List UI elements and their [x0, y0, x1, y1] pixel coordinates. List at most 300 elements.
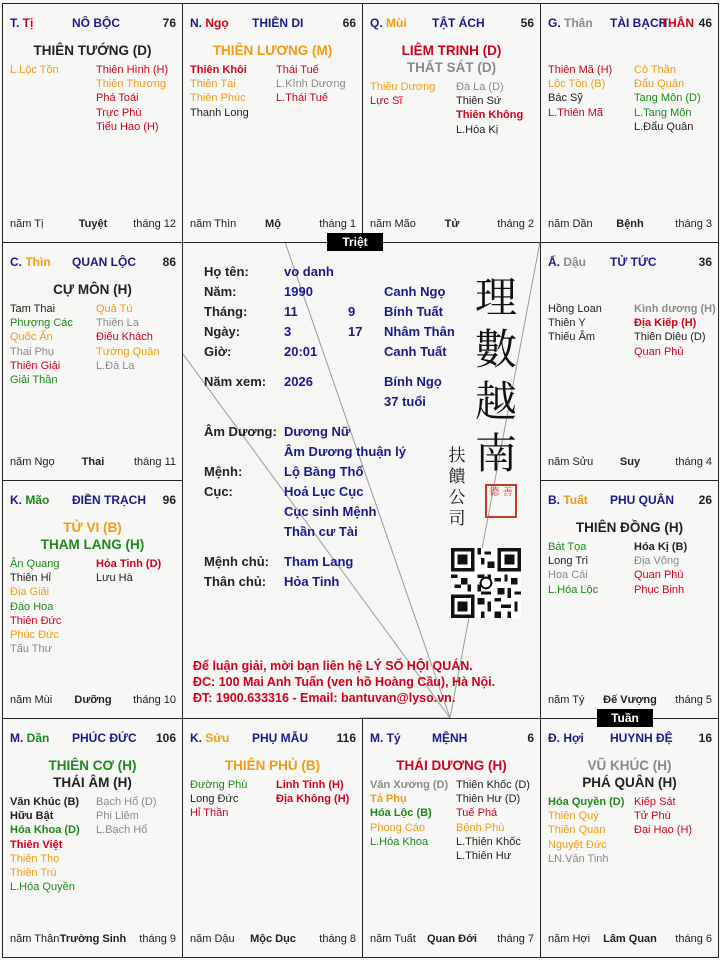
palace-header [10, 493, 176, 509]
minor-star: Đà La (D) [456, 81, 504, 93]
branch-name: Tuất [563, 493, 588, 507]
gio-label: Giờ: [204, 344, 232, 359]
palace-month: tháng 11 [133, 456, 176, 468]
palace-phase: Mộ [265, 218, 281, 230]
stem-prefix: N. [190, 16, 206, 30]
minor-star: L.Thiên Hư [456, 849, 512, 862]
palace-cell-dau[interactable] [540, 242, 719, 481]
palace-phase: Trường Sinh [59, 933, 127, 945]
stem-prefix: C. [10, 255, 26, 269]
menh-chu-value: Tham Lang [284, 554, 354, 569]
minor-star: Thiếu Âm [548, 331, 596, 344]
palace-branch [10, 493, 49, 507]
minor-star: Hỉ Thần [190, 807, 229, 820]
palace-month: tháng 4 [675, 456, 712, 468]
palace-year: năm Mùi [10, 694, 53, 706]
company-calligraphy [447, 446, 467, 530]
minor-star: Nguyệt Đức [548, 838, 607, 851]
branch-name: Mão [25, 493, 50, 507]
palace-phase: Quan Đới [427, 933, 477, 945]
minor-star: Thiên Đức [10, 614, 62, 627]
brand-calligraphy [468, 272, 524, 480]
minor-star: Thiên Quan [548, 824, 606, 837]
main-star: CỰ MÔN (H) [53, 282, 132, 297]
palace-cell-tuat[interactable] [540, 480, 719, 719]
branch-name: Ngọ [205, 16, 229, 30]
stem-prefix: B. [548, 493, 564, 507]
main-stars [541, 757, 718, 791]
minor-stars-left [190, 63, 249, 120]
minor-star: Hữu Bật [10, 810, 54, 823]
minor-star: L.Thái Tuế [276, 92, 328, 105]
palace-number: 46 [698, 16, 712, 30]
minor-star: Thiếu Dương [370, 81, 436, 93]
than-cu: Thần cư Tài [284, 524, 358, 539]
cuc-label: Cục: [204, 484, 233, 499]
palace-number: 96 [162, 493, 176, 507]
minor-star: Thiên Phúc [190, 92, 246, 105]
minor-star: Thiên Thọ [10, 852, 60, 865]
minor-star: Thái Tuế [276, 64, 319, 76]
minor-star: L.Lộc Tồn [10, 64, 59, 76]
minor-stars-left [190, 778, 247, 821]
palace-name: HUYNH ĐỆ [610, 731, 673, 745]
main-stars [3, 281, 182, 298]
minor-star: Đào Hoa [10, 600, 54, 613]
minor-stars-right [634, 302, 716, 359]
palace-number: 16 [698, 731, 712, 745]
main-star: THIÊN TƯỚNG (D) [33, 43, 152, 58]
palace-phase: Lâm Quan [603, 933, 657, 945]
palace-header [370, 16, 534, 32]
palace-phase: Tuyệt [78, 218, 108, 230]
than-marker: THÂN [660, 16, 694, 30]
palace-year: năm Mão [370, 218, 416, 230]
minor-star: L.Thiên Mã [548, 106, 604, 119]
palace-cell-ty[interactable] [362, 718, 541, 958]
cuc-relation: Cục sinh Mệnh [284, 504, 377, 519]
minor-stars-left [548, 795, 624, 866]
branch-name: Dậu [563, 255, 587, 269]
minor-star: Phá Toái [96, 92, 139, 105]
minor-star: L.Kình Dương [276, 78, 346, 91]
palace-month: tháng 6 [675, 933, 712, 945]
palace-name: ĐIỀN TRẠCH [72, 493, 146, 507]
thang-can-chi: Bính Tuất [384, 304, 443, 319]
minor-star: Thiên Tài [190, 78, 236, 91]
palace-footer [10, 218, 176, 232]
palace-phase: Mộc Dục [250, 933, 296, 945]
minor-star: Văn Khúc (B) [10, 796, 80, 808]
minor-star: Địa Võng [634, 555, 680, 568]
minor-star: Đại Hao (H) [634, 824, 693, 837]
palace-header [10, 255, 176, 271]
main-stars [3, 42, 182, 59]
main-star: TỬ VI (B) [63, 520, 122, 535]
seal-text: 德 善 [489, 487, 513, 498]
minor-star: Thiên Y [548, 317, 586, 330]
minor-star: Thiên La [96, 317, 139, 330]
minor-star: Lực Sĩ [370, 95, 403, 108]
minor-star: Quả Tú [96, 303, 133, 315]
minor-star: L.Hóa Khoa [370, 835, 429, 848]
ngay-am: 17 [348, 324, 363, 339]
palace-cell-ngo[interactable] [182, 3, 363, 243]
minor-star: L.Hóa Lộc [548, 583, 599, 596]
minor-star: Thiên Trù [10, 866, 57, 879]
ho-ten-label: Họ tên: [204, 264, 249, 279]
stem-prefix: T. [10, 16, 23, 30]
minor-star: Trực Phù [96, 106, 142, 119]
than-chu-value: Hỏa Tinh [284, 574, 340, 589]
palace-footer [548, 933, 712, 947]
palace-cell-dan[interactable] [2, 718, 183, 958]
minor-star: Hỏa Tinh (D) [96, 558, 162, 570]
minor-stars-right [96, 557, 161, 585]
contact-line-3: ĐT: 1900.633316 - Email: bantuvan@lyso.vn. [193, 691, 456, 705]
minor-star: Hóa Khoa (D) [10, 824, 80, 837]
minor-star: L.Đà La [96, 359, 135, 372]
palace-number: 106 [155, 731, 176, 745]
minor-star: L.Đẩu Quân [634, 120, 694, 133]
main-stars [541, 519, 718, 536]
brand-char: 數 [474, 325, 517, 374]
tuoi-value: 37 tuổi [384, 394, 426, 409]
minor-star: Thiên Hư (D) [456, 793, 521, 806]
minor-star: Kình dương (H) [634, 303, 716, 315]
palace-phase: Suy [619, 456, 641, 468]
minor-star: Thiên Không [456, 109, 524, 122]
minor-star: Cô Thần [634, 64, 676, 76]
palace-branch [370, 731, 401, 745]
main-stars [183, 757, 362, 774]
palace-phase: Thai [81, 456, 105, 468]
minor-star: Quan Phù [634, 569, 684, 582]
palace-cell-than[interactable] [540, 3, 719, 243]
palace-name: TẬT ÁCH [432, 16, 485, 30]
company-char: 公 [448, 488, 466, 508]
palace-branch [548, 493, 588, 507]
minor-star: Phong Cáo [370, 821, 426, 834]
cuc-value: Hoả Lục Cục [284, 484, 364, 499]
main-stars [183, 42, 362, 59]
palace-footer [548, 456, 712, 470]
gio-can-chi: Canh Tuất [384, 344, 447, 359]
minor-star: Phúc Đức [10, 628, 59, 641]
palace-cell-mui[interactable] [362, 3, 541, 243]
minor-star: Thiên Diêu (D) [634, 331, 706, 344]
nam-value: 1990 [284, 284, 313, 299]
palace-number: 26 [698, 493, 712, 507]
minor-star: Tử Phù [634, 810, 671, 823]
minor-star: Địa Giải [10, 586, 50, 599]
nam-xem-value: 2026 [284, 374, 313, 389]
minor-star: Thiên Hình (H) [96, 64, 169, 76]
minor-star: Tang Môn (D) [634, 92, 701, 105]
palace-phase: Đế Vượng [603, 694, 657, 706]
palace-number: 66 [342, 16, 356, 30]
branch-name: Tị [22, 16, 34, 30]
main-star: PHÁ QUÂN (H) [582, 775, 677, 790]
minor-star: Thai Phụ [10, 345, 55, 358]
palace-header [10, 16, 176, 32]
am-duong-note: Âm Dương thuận lý [284, 444, 406, 459]
palace-footer [10, 456, 176, 470]
company-char: 司 [448, 509, 466, 529]
minor-star: Văn Xương (D) [370, 779, 449, 791]
minor-star: Thiên Khôi [190, 64, 247, 76]
palace-month: tháng 7 [497, 933, 534, 945]
minor-star: Thiên Giải [10, 359, 61, 372]
palace-year: năm Ngọ [10, 456, 55, 468]
palace-footer [370, 218, 534, 232]
main-star: THIÊN PHỦ (B) [224, 758, 321, 773]
palace-phase: Bệnh [616, 218, 644, 230]
stem-prefix: Ấ. [548, 255, 564, 269]
palace-year: năm Dần [548, 218, 593, 230]
ho-ten-value: vo danh [284, 264, 334, 279]
palace-footer [10, 694, 176, 708]
palace-month: tháng 8 [319, 933, 356, 945]
palace-footer [190, 933, 356, 947]
palace-year: năm Dậu [190, 933, 235, 945]
main-star: THIÊN ĐỒNG (H) [575, 520, 684, 535]
palace-header [370, 731, 534, 747]
palace-header [548, 731, 712, 747]
palace-footer [370, 933, 534, 947]
minor-star: Thiên Thương [96, 78, 167, 91]
branch-name: Dần [26, 731, 50, 745]
palace-name: PHỤ MẪU [252, 731, 308, 745]
palace-year: năm Hợi [548, 933, 591, 945]
minor-stars-left [10, 557, 61, 656]
brand-char: 南 [474, 429, 517, 478]
minor-stars-left [10, 63, 59, 77]
palace-year: năm Tuất [370, 933, 416, 945]
branch-name: Thìn [25, 255, 51, 269]
palace-name: PHÚC ĐỨC [72, 731, 137, 745]
palace-footer [190, 218, 356, 232]
minor-star: Hồng Loan [548, 303, 602, 315]
gio-value: 20:01 [284, 344, 318, 359]
stem-prefix: Đ. [548, 731, 564, 745]
minor-star: Bệnh Phù [456, 821, 505, 834]
am-duong-value: Dương Nữ [284, 424, 351, 439]
palace-branch [190, 731, 229, 745]
palace-cell-hoi[interactable] [540, 718, 719, 958]
palace-name: PHU QUÂN [610, 493, 675, 507]
branch-name: Hợi [563, 731, 584, 745]
minor-stars-left [548, 302, 602, 345]
contact-line-2: ĐC: 100 Mai Anh Tuấn (ven hồ Hoàng Cầu), Hà Nội. [193, 675, 496, 689]
palace-header [548, 255, 712, 271]
main-star: LIÊM TRINH (D) [401, 43, 502, 58]
palace-header [190, 731, 356, 747]
minor-star: L.Tang Môn [634, 106, 692, 119]
minor-star: Thiên Việt [10, 838, 63, 851]
brand-char: 理 [474, 273, 517, 322]
minor-star: Hóa Kị (B) [634, 541, 688, 553]
minor-star: Thiên Khốc (D) [456, 779, 530, 791]
main-star: THAM LANG (H) [40, 537, 145, 552]
minor-star: Đường Phù [190, 779, 248, 791]
minor-star: Hóa Quyền (D) [548, 796, 625, 808]
minor-star: Bát Tọa [548, 541, 587, 553]
palace-year: năm Thân [10, 933, 60, 945]
palace-branch [370, 16, 407, 30]
minor-stars-right [634, 540, 687, 597]
palace-branch [190, 16, 229, 30]
minor-star: Tiểu Hao (H) [96, 120, 159, 133]
minor-star: Quan Phủ [634, 345, 684, 358]
branch-name: Tý [386, 731, 401, 745]
palace-name: TỬ TỨC [610, 255, 657, 269]
minor-star: L.Bạch Hổ [96, 824, 148, 837]
palace-name: TÀI BẠCH [610, 16, 668, 30]
minor-star: Linh Tinh (H) [276, 779, 344, 791]
palace-branch [10, 16, 33, 30]
palace-header [548, 493, 712, 509]
palace-number: 116 [336, 731, 356, 745]
ngay-label: Ngày: [204, 324, 241, 339]
minor-stars-right [276, 63, 346, 106]
main-stars [3, 757, 182, 791]
minor-star: Tuế Phá [456, 807, 498, 820]
palace-month: tháng 1 [319, 218, 356, 230]
company-char: 饋 [448, 467, 466, 487]
menh-label: Mệnh: [204, 464, 243, 479]
minor-star: Phượng Các [10, 317, 73, 330]
tuan-tag: Tuần [597, 709, 653, 727]
palace-name: MỆNH [432, 731, 468, 745]
minor-star: Long Đức [190, 793, 239, 806]
minor-star: Kiếp Sát [634, 796, 676, 808]
palace-name: QUAN LỘC [72, 255, 136, 269]
nam-xem-can-chi: Bính Ngọ [384, 374, 442, 389]
triet-tag: Triệt [327, 233, 383, 251]
minor-stars-right [456, 778, 530, 863]
minor-star: Tấu Thư [10, 643, 53, 656]
branch-name: Thân [564, 16, 593, 30]
palace-footer [548, 218, 712, 232]
palace-number: 36 [698, 255, 712, 269]
palace-number: 76 [162, 16, 176, 30]
main-star: THÁI DƯƠNG (H) [396, 758, 507, 773]
branch-name: Sửu [205, 731, 230, 745]
palace-cell-thin[interactable] [2, 242, 183, 481]
main-stars [363, 757, 540, 774]
minor-star: Tam Thai [10, 303, 56, 315]
stem-prefix: M. [10, 731, 27, 745]
minor-star: Long Trì [548, 555, 589, 568]
stem-prefix: K. [190, 731, 206, 745]
menh-chu-label: Mệnh chủ: [204, 554, 269, 569]
minor-star: Thiên Hỉ [10, 572, 51, 585]
minor-star: Lộc Tồn (B) [548, 78, 606, 91]
qr-code-icon[interactable] [451, 548, 521, 618]
palace-year: năm Tý [548, 694, 585, 706]
brand-char: 越 [474, 377, 517, 426]
minor-stars-left [10, 795, 80, 894]
palace-footer [548, 694, 712, 708]
palace-number: 86 [162, 255, 176, 269]
palace-month: tháng 5 [675, 694, 712, 706]
minor-star: Hoa Cái [548, 569, 588, 582]
palace-cell-ti[interactable] [2, 3, 183, 243]
main-star: THẤT SÁT (D) [406, 60, 497, 75]
palace-name: NÔ BỘC [72, 16, 120, 30]
palace-year: năm Sửu [548, 456, 594, 468]
palace-branch [548, 255, 586, 269]
stem-prefix: G. [548, 16, 565, 30]
palace-month: tháng 9 [139, 933, 176, 945]
ngay-duong: 3 [284, 324, 292, 339]
main-stars [3, 519, 182, 553]
palace-month: tháng 2 [497, 218, 534, 230]
palace-header [190, 16, 356, 32]
minor-star: Ân Quang [10, 558, 60, 570]
minor-star: Tướng Quân [96, 345, 160, 358]
minor-star: Địa Kiếp (H) [634, 317, 697, 330]
minor-star: Bạch Hổ (D) [96, 796, 157, 808]
palace-header [10, 731, 176, 747]
minor-star: Phi Liêm [96, 810, 139, 823]
palace-number: 6 [527, 731, 534, 745]
minor-stars-left [548, 540, 598, 597]
minor-star: LN.Văn Tinh [548, 852, 609, 865]
minor-star: Thanh Long [190, 106, 249, 119]
palace-name: THIÊN DI [252, 16, 304, 30]
thang-am: 9 [348, 304, 356, 319]
nam-can-chi: Canh Ngọ [384, 284, 446, 299]
minor-star: L.Hóa Kị [456, 123, 499, 136]
palace-branch [10, 731, 49, 745]
red-seal-stamp [485, 484, 517, 518]
palace-cell-suu[interactable] [182, 718, 363, 958]
nam-xem-label: Năm xem: [204, 374, 267, 389]
palace-cell-mao[interactable] [2, 480, 183, 719]
minor-star: Tả Phụ [370, 793, 407, 806]
minor-star: Đẩu Quân [634, 78, 685, 91]
minor-star: Thiên Sứ [456, 95, 502, 108]
minor-stars-left [370, 778, 448, 849]
palace-year: năm Tị [10, 218, 44, 230]
minor-stars-left [10, 302, 73, 387]
palace-month: tháng 10 [133, 694, 176, 706]
contact-line-1: Để luận giải, mời bạn liên hệ LÝ SỐ HỘI QUÁN. [193, 659, 473, 673]
ngay-can-chi: Nhâm Thân [384, 324, 455, 339]
main-star: VŨ KHÚC (H) [587, 758, 672, 773]
palace-phase: Dưỡng [74, 694, 112, 706]
minor-stars-left [548, 63, 612, 120]
palace-month: tháng 12 [133, 218, 176, 230]
minor-stars-right [634, 63, 701, 134]
minor-star: Giải Thần [10, 373, 58, 386]
thang-label: Tháng: [204, 304, 248, 319]
minor-stars-right [96, 795, 157, 838]
am-duong-label: Âm Dương: [204, 424, 277, 439]
branch-name: Mùi [386, 16, 407, 30]
company-char: 扶 [448, 446, 466, 466]
palace-phase: Tử [444, 218, 460, 230]
palace-header [548, 16, 712, 32]
minor-stars-left [370, 80, 435, 108]
minor-stars-right [634, 795, 692, 838]
palace-number: 56 [520, 16, 534, 30]
palace-year: năm Thìn [190, 218, 237, 230]
palace-month: tháng 3 [675, 218, 712, 230]
nam-label: Năm: [204, 284, 237, 299]
